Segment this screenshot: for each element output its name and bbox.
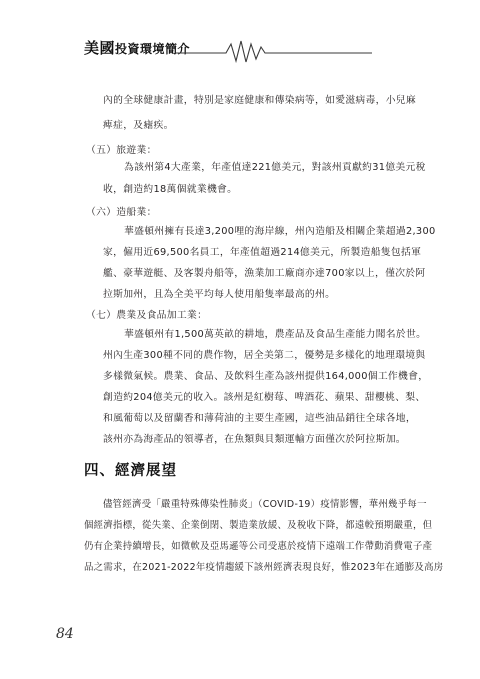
header-title-big: 美國 [84, 39, 116, 57]
body-line: 華盛頓州擁有長達3,200哩的海岸線，州內造船及相關企業超過2,300 [124, 226, 436, 237]
body-line: 痺症，及瘧疾。 [103, 120, 174, 131]
section-title: 四、經濟展望 [84, 462, 177, 479]
body-line: 多樣微氣候。農業、食品、及飲料生產為該州提供164,000個工作機會， [103, 371, 429, 382]
body-line: 為該州第4大產業，年產值達221億美元，對該州貢獻約31億美元稅 [124, 162, 426, 173]
subsection-heading: （六）造船業： [86, 207, 157, 218]
body-line: 州內生產300種不同的農作物，居全美第二，優勢是多樣化的地理環境與 [103, 350, 426, 361]
header-title-small: 投資環境簡介 [115, 42, 191, 56]
body-line: 創造約204億美元的收入。該州是紅樹莓、啤酒花、蘋果、甜櫻桃、梨、 [103, 392, 426, 403]
body-line: 艦、豪華遊艇、及客製舟船等，漁業加工廠商亦達700家以上，僅次於阿 [103, 268, 426, 279]
subsection-heading: （五）旅遊業： [86, 145, 157, 156]
body-line: 家，僱用近69,500名員工，年產值超過214億美元，所製造船隻包括軍 [103, 247, 422, 258]
body-line: 內的全球健康計畫，特別是家庭健康和傳染病等，如愛滋病毒，小兒麻 [103, 95, 417, 106]
body-line: 儘管經濟受「嚴重特殊傳染性肺炎」（COVID-19）疫情影響，華州幾乎每一 [103, 499, 427, 510]
body-line: 個經濟指標，從失業、企業倒閉、製造業放緩、及稅收下降，都遠較預期嚴重，但 [84, 520, 433, 531]
header-pulse-rule [0, 0, 480, 70]
page-number: 84 [56, 626, 74, 642]
body-line: 收，創造約18萬個就業機會。 [103, 184, 238, 195]
body-line: 該州亦為海產品的領導者，在魚類與貝類運輸方面僅次於阿拉斯加。 [103, 434, 406, 445]
body-line: 拉斯加州，且為全美平均每人使用船隻率最高的州。 [103, 289, 336, 300]
body-line: 和風葡萄以及留蘭香和薄荷油的主要生產國，這些油品銷往全球各地， [103, 413, 417, 424]
body-line: 華盛頓州有1,500萬英畝的耕地，農產品及食品生產能力聞名於世。 [124, 329, 427, 340]
body-line: 品之需求，在2021-2022年疫情趨緩下該州經濟表現良好，惟2023年在通膨及高房 [84, 562, 444, 573]
body-line: 仍有企業持續增長，如微軟及亞馬遜等公司受惠於疫情下遠端工作帶動消費電子產 [84, 541, 433, 552]
subsection-heading: （七）農業及食品加工業： [86, 310, 208, 321]
